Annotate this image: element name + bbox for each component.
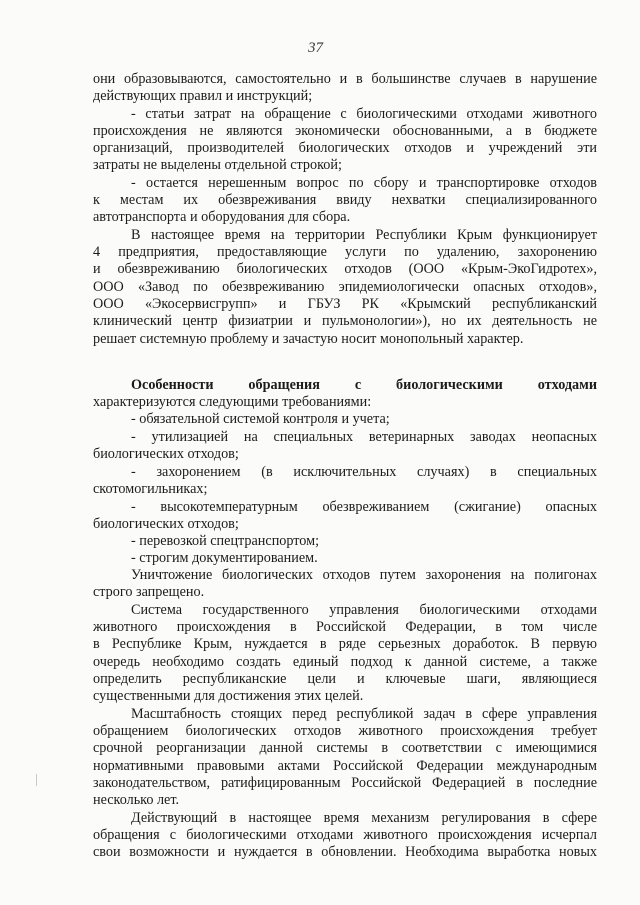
text-line: Действующий в настоящее время механизм регулирования в сфере (131, 810, 597, 826)
text-line: решает системную проблему и зачастую носит монопольный характер. (93, 331, 524, 347)
text-line: законодательством, ратифицированным Российской Федерацией в последние (93, 775, 597, 791)
text-line: происхождения не являются экономически обоснованными, а в бюджете (93, 123, 597, 139)
section-heading: Особенности обращения с биологическими отходами (131, 377, 597, 393)
text-line: Система государственного управления биологическими отходами (131, 602, 597, 618)
text-line: определить республиканские цели и ключевые шаги, являющиеся (93, 671, 597, 687)
text-line: ООО «Завод по обезвреживанию эпидемиологически опасных отходов», (93, 279, 597, 295)
text-line: строго запрещено. (93, 584, 205, 600)
list-item: - строгим документированием. (131, 550, 318, 566)
scan-margin-mark (36, 774, 37, 786)
text-line: они образовываются, самостоятельно и в большинстве случаев в нарушение (93, 71, 597, 87)
text-line: и обезвреживанию биологических отходов (ООО «Крым-ЭкоГидротех», (93, 261, 597, 277)
text-line: В настоящее время на территории Республики Крым функционирует (131, 227, 597, 243)
text-line: очередь необходимо создать единый подход к данной системе, а также (93, 654, 597, 670)
text-line: клинический центр физиатрии и пульмонологии»), но их деятельность не (93, 313, 597, 329)
list-item: - перевозкой спецтранспортом; (131, 533, 320, 549)
text-line: несколько лет. (93, 792, 180, 808)
text-line: свои возможности и нуждается в обновлении. Необходима выработка новых (93, 844, 597, 860)
list-item: - высокотемпературным обезвреживанием (сжигание) опасных (131, 499, 597, 515)
text-line: биологических отходов; (93, 446, 239, 462)
text-line: в Республике Крым, нуждается в ряде серьезных доработок. В первую (93, 636, 597, 652)
page-number: 37 (308, 40, 323, 56)
text-line: - статьи затрат на обращение с биологическими отходами животного (131, 106, 597, 122)
text-line: существенными для достижения этих целей. (93, 688, 364, 704)
list-item: - утилизацией на специальных ветеринарных заводах неопасных (131, 429, 597, 445)
text-line: организаций, производителей биологических отходов и учреждений эти (93, 140, 597, 156)
text-line: Уничтожение биологических отходов путем захоронения на полигонах (131, 567, 597, 583)
text-line: обращения с биологическими отходами животного происхождения исчерпал (93, 827, 597, 843)
text-line: биологических отходов; (93, 516, 239, 532)
text-line: к местам их обезвреживания ввиду нехватки специализированного (93, 192, 597, 208)
list-item: - захоронением (в исключительных случаях) в специальных (131, 464, 597, 480)
text-line: Масштабность стоящих перед республикой задач в сфере управления (131, 706, 597, 722)
text-line: обращением биологических отходов животного происхождения требует (93, 723, 597, 739)
text-line: нормативными правовыми актами Российской Федерации международным (93, 758, 597, 774)
text-line: - остается нерешенным вопрос по сбору и транспортировке отходов (131, 175, 597, 191)
text-line: действующих правил и инструкций; (93, 88, 313, 104)
text-line: автотранспорта и оборудования для сбора. (93, 209, 351, 225)
text-line: характеризуются следующими требованиями: (93, 394, 372, 410)
text-line: скотомогильниках; (93, 481, 208, 497)
text-line: срочной реорганизации данной системы в соответствии с имеющимися (93, 740, 597, 756)
text-line: затраты не выделены отдельной строкой; (93, 157, 342, 173)
text-line: животного происхождения в Российской Федерации, в том числе (93, 619, 597, 635)
text-line: ООО «Экосервисгрупп» и ГБУЗ РК «Крымский республиканский (93, 296, 597, 312)
text-line: 4 предприятия, предоставляющие услуги по удалению, захоронению (93, 244, 597, 260)
list-item: - обязательной системой контроля и учета; (131, 411, 390, 427)
